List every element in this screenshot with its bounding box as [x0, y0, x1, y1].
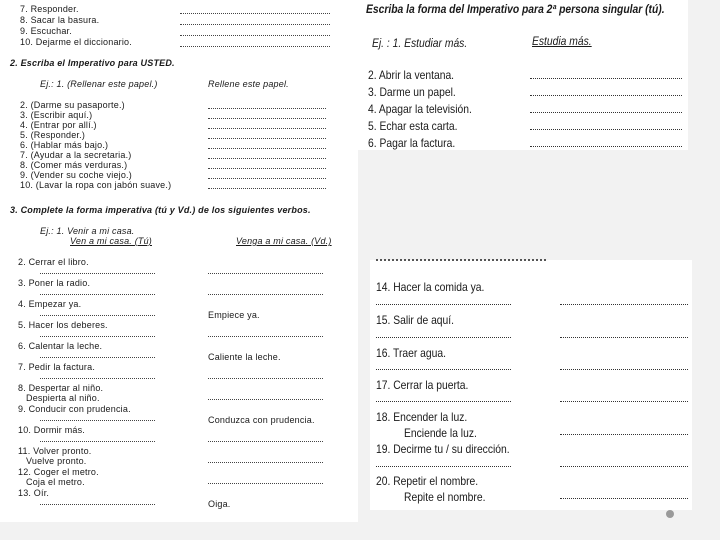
- list-item: 16. Traer agua.: [376, 346, 446, 360]
- list-item: 7. (Ayudar a la secretaria.): [20, 150, 132, 160]
- answer-line: [40, 273, 155, 274]
- answer-line: [560, 369, 688, 370]
- answer-line: [40, 504, 155, 505]
- answer-line: [560, 304, 688, 305]
- answer-line: [560, 401, 688, 402]
- list-item: 7. Responder.: [20, 4, 79, 14]
- list-item: 6. Calentar la leche.: [18, 341, 103, 351]
- list-item: 14. Hacer la comida ya.: [376, 280, 485, 294]
- list-item: 6. Pagar la factura.: [368, 136, 456, 150]
- answer-line: [376, 337, 511, 338]
- answer-line: [560, 337, 688, 338]
- example-answer: Rellene este papel.: [208, 79, 289, 89]
- list-item: 8. (Comer más verduras.): [20, 160, 128, 170]
- answer-line: [208, 168, 326, 169]
- list-item: 5. (Responder.): [20, 130, 86, 140]
- example-answer-tu: Ven a mi casa. (Tú): [70, 236, 152, 246]
- list-item: 2. Cerrar el libro.: [18, 257, 89, 267]
- answer-line: [530, 129, 682, 130]
- filled-answer: Empiece ya.: [208, 310, 260, 320]
- answer-line: [376, 304, 511, 305]
- list-item: 2. (Darme su pasaporte.): [20, 100, 125, 110]
- answer-line: [208, 294, 323, 295]
- list-item: 9. (Vender su coche viejo.): [20, 170, 132, 180]
- answer-line: [208, 128, 326, 129]
- example-prompt: Ej.: 1. (Rellenar este papel.): [40, 79, 158, 89]
- answer-line: [180, 35, 330, 36]
- answer-line: [40, 315, 155, 316]
- list-item: 7. Pedir la factura.: [18, 362, 96, 372]
- list-item: 3. Poner la radio.: [18, 278, 91, 288]
- answer-line: [208, 138, 326, 139]
- answer-line: [560, 466, 688, 467]
- filled-answer: Repite el nombre.: [404, 490, 486, 504]
- list-item: 5. Echar esta carta.: [368, 119, 458, 133]
- answer-line: [208, 399, 323, 400]
- example-answer-vd: Venga a mi casa. (Vd.): [236, 236, 332, 246]
- answer-line: [376, 401, 511, 402]
- list-item: 18. Encender la luz.: [376, 410, 468, 424]
- list-item: 4. Apagar la televisión.: [368, 102, 472, 116]
- filled-answer: Vuelve pronto.: [26, 456, 87, 466]
- list-item: 8. Sacar la basura.: [20, 15, 100, 25]
- example-answer: Estudia más.: [532, 34, 592, 48]
- example-prompt: Ej.: 1. Venir a mi casa.: [40, 226, 135, 236]
- example-prompt: Ej. : 1. Estudiar más.: [372, 36, 468, 50]
- answer-line: [40, 294, 155, 295]
- list-item: 3. (Escribir aquí.): [20, 110, 93, 120]
- answer-line: [40, 420, 155, 421]
- answer-line: [208, 441, 323, 442]
- list-item: 12. Coger el metro.: [18, 467, 99, 477]
- list-item: 10. (Lavar la ropa con jabón suave.): [20, 180, 172, 190]
- answer-line: [208, 158, 326, 159]
- list-item: 17. Cerrar la puerta.: [376, 378, 469, 392]
- section-title: 2. Escriba el Imperativo para USTED.: [10, 58, 175, 68]
- filled-answer: Despierta al niño.: [26, 393, 100, 403]
- answer-line: [208, 462, 323, 463]
- list-item: 5. Hacer los deberes.: [18, 320, 108, 330]
- list-item: 3. Darme un papel.: [368, 85, 456, 99]
- list-item: 4. Empezar ya.: [18, 299, 82, 309]
- section-title: Escriba la forma del Imperativo para 2ª persona singular (tú).: [366, 2, 665, 16]
- answer-line: [40, 357, 155, 358]
- answer-line: [560, 434, 688, 435]
- answer-line: [530, 112, 682, 113]
- answer-line: [208, 336, 323, 337]
- slide-bullet-icon: [666, 510, 674, 518]
- list-item: 8. Despertar al niño.: [18, 383, 104, 393]
- filled-answer: Caliente la leche.: [208, 352, 281, 362]
- list-item: 6. (Hablar más bajo.): [20, 140, 109, 150]
- answer-line: [376, 466, 511, 467]
- section-title: 3. Complete la forma imperativa (tú y Vd.) de los siguientes verbos.: [10, 205, 311, 215]
- page-edge-mark: [376, 259, 546, 261]
- answer-line: [208, 118, 326, 119]
- answer-line: [180, 46, 330, 47]
- filled-answer: Conduzca con prudencia.: [208, 415, 315, 425]
- answer-line: [530, 78, 682, 79]
- list-item: 15. Salir de aquí.: [376, 313, 455, 327]
- list-item: 4. (Entrar por allí.): [20, 120, 97, 130]
- list-item: 11. Volver pronto.: [18, 446, 92, 456]
- answer-line: [208, 483, 323, 484]
- answer-line: [208, 108, 326, 109]
- list-item: 20. Repetir el nombre.: [376, 474, 479, 488]
- answer-line: [180, 13, 330, 14]
- filled-answer: Coja el metro.: [26, 477, 85, 487]
- answer-line: [530, 146, 682, 147]
- answer-line: [208, 148, 326, 149]
- list-item: 9. Conducir con prudencia.: [18, 404, 131, 414]
- filled-answer: Enciende la luz.: [404, 426, 477, 440]
- answer-line: [208, 273, 323, 274]
- answer-line: [530, 95, 682, 96]
- list-item: 9. Escuchar.: [20, 26, 72, 36]
- list-item: 10. Dormir más.: [18, 425, 86, 435]
- list-item: 19. Decirme tu / su dirección.: [376, 442, 510, 456]
- list-item: 10. Dejarme el diccionario.: [20, 37, 132, 47]
- answer-line: [208, 178, 326, 179]
- answer-line: [560, 498, 688, 499]
- answer-line: [40, 336, 155, 337]
- answer-line: [40, 378, 155, 379]
- list-item: 2. Abrir la ventana.: [368, 68, 455, 82]
- answer-line: [40, 441, 155, 442]
- answer-line: [208, 378, 323, 379]
- answer-line: [180, 24, 330, 25]
- list-item: 13. Oír.: [18, 488, 50, 498]
- filled-answer: Oiga.: [208, 499, 231, 509]
- answer-line: [208, 188, 326, 189]
- answer-line: [376, 369, 511, 370]
